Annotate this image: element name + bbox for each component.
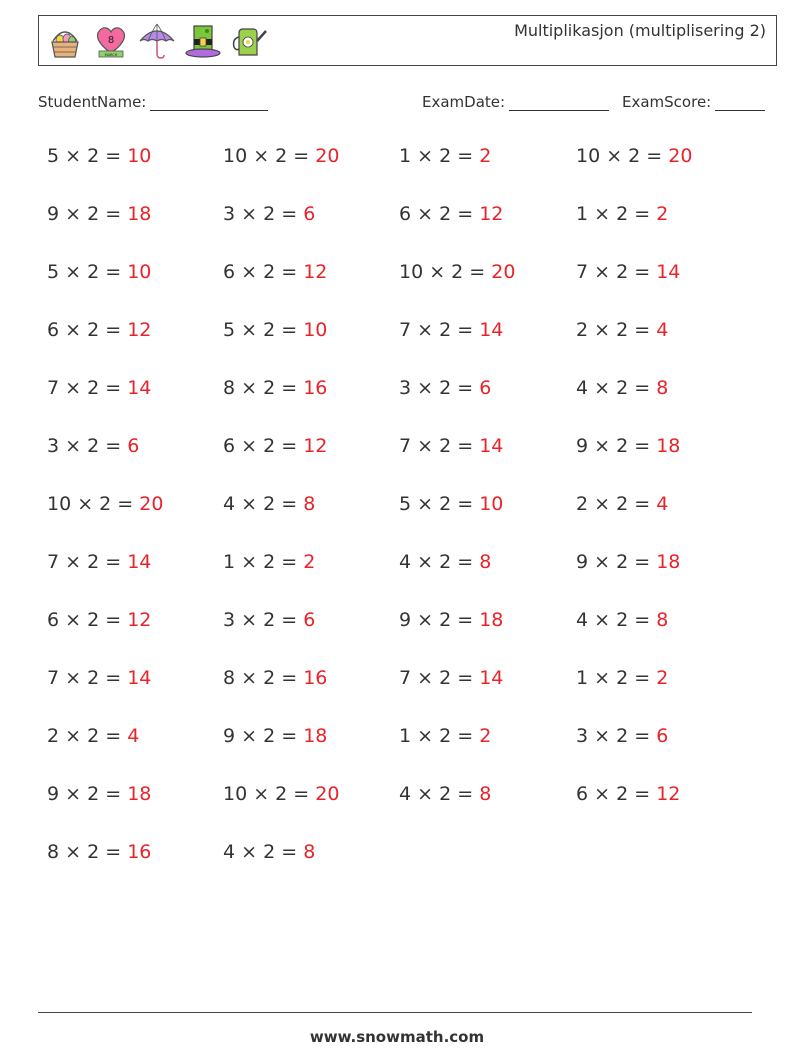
problem-answer: 10	[303, 319, 328, 341]
problem-item	[576, 725, 668, 747]
problem-item	[399, 783, 491, 805]
problem-item	[223, 203, 315, 225]
problem-question: 7 × 2 =	[576, 261, 657, 283]
problem-question: 7 × 2 =	[47, 667, 128, 689]
problem-answer: 2	[479, 145, 492, 167]
problem-answer: 8	[479, 783, 492, 805]
problem-item	[576, 435, 680, 457]
worksheet-title: Multiplikasjon (multiplisering 2)	[514, 21, 766, 40]
problem-question: 9 × 2 =	[47, 783, 128, 805]
problem-item	[223, 725, 327, 747]
umbrella-icon	[137, 21, 177, 61]
problem-answer: 16	[303, 377, 328, 399]
problem-item	[576, 609, 668, 631]
problem-answer: 6	[127, 435, 140, 457]
problem-answer: 12	[127, 319, 152, 341]
problem-question: 5 × 2 =	[47, 145, 128, 167]
problem-question: 4 × 2 =	[223, 493, 304, 515]
problem-question: 7 × 2 =	[399, 435, 480, 457]
footer-website[interactable]: www.snowmath.com	[309, 1028, 485, 1046]
problem-question: 8 × 2 =	[223, 377, 304, 399]
problem-question: 6 × 2 =	[223, 261, 304, 283]
problem-answer: 12	[127, 609, 152, 631]
problem-answer: 18	[127, 783, 152, 805]
problem-item	[47, 725, 139, 747]
problem-question: 3 × 2 =	[576, 725, 657, 747]
exam-score-blank[interactable]	[715, 95, 765, 111]
problem-answer: 6	[303, 203, 316, 225]
problem-answer: 8	[656, 609, 669, 631]
exam-score-label: ExamScore:	[622, 93, 712, 111]
heart-banner-text: MARCH	[104, 53, 118, 57]
problem-item	[223, 609, 315, 631]
problem-item	[223, 783, 339, 805]
problem-question: 3 × 2 =	[47, 435, 128, 457]
problem-answer: 6	[303, 609, 316, 631]
problem-question: 1 × 2 =	[576, 667, 657, 689]
problem-question: 9 × 2 =	[223, 725, 304, 747]
problem-item	[47, 493, 163, 515]
problem-answer: 10	[479, 493, 504, 515]
problem-item	[576, 377, 668, 399]
problem-question: 1 × 2 =	[576, 203, 657, 225]
problem-question: 3 × 2 =	[223, 203, 304, 225]
problem-answer: 20	[315, 145, 340, 167]
problem-item	[576, 551, 680, 573]
problem-item	[399, 667, 503, 689]
problem-question: 7 × 2 =	[399, 319, 480, 341]
heart-number: 8	[107, 35, 115, 46]
watering-can-icon	[229, 21, 269, 61]
problem-question: 8 × 2 =	[47, 841, 128, 863]
info-row	[38, 93, 770, 115]
problem-answer: 18	[127, 203, 152, 225]
problem-question: 5 × 2 =	[399, 493, 480, 515]
problem-answer: 6	[479, 377, 492, 399]
problem-item	[399, 493, 503, 515]
problem-item	[399, 435, 503, 457]
problem-answer: 12	[303, 435, 328, 457]
problem-item	[47, 145, 151, 167]
problem-answer: 12	[479, 203, 504, 225]
problem-answer: 14	[127, 667, 152, 689]
problem-item	[47, 783, 151, 805]
heart-calendar-icon	[91, 21, 131, 61]
problem-question: 3 × 2 =	[223, 609, 304, 631]
problem-item	[47, 609, 151, 631]
leprechaun-hat-icon	[183, 21, 223, 61]
problem-question: 9 × 2 =	[576, 551, 657, 573]
problem-answer: 16	[127, 841, 152, 863]
problem-answer: 20	[491, 261, 516, 283]
problem-question: 7 × 2 =	[399, 667, 480, 689]
problem-question: 5 × 2 =	[47, 261, 128, 283]
problem-question: 6 × 2 =	[223, 435, 304, 457]
problem-question: 2 × 2 =	[47, 725, 128, 747]
problem-question: 10 × 2 =	[47, 493, 140, 515]
problem-answer: 2	[303, 551, 316, 573]
exam-date-blank[interactable]	[509, 95, 609, 111]
problem-item	[576, 145, 692, 167]
problem-item	[47, 551, 151, 573]
problem-item	[47, 435, 139, 457]
problem-question: 10 × 2 =	[399, 261, 492, 283]
problem-item	[399, 609, 503, 631]
problem-answer: 18	[656, 435, 681, 457]
problem-item	[399, 377, 491, 399]
problem-item	[399, 551, 491, 573]
problem-item	[399, 319, 503, 341]
problem-item	[576, 203, 668, 225]
problem-answer: 14	[479, 319, 504, 341]
problem-item	[576, 261, 680, 283]
problem-question: 4 × 2 =	[399, 551, 480, 573]
problem-item	[47, 203, 151, 225]
problem-question: 1 × 2 =	[399, 145, 480, 167]
problem-question: 6 × 2 =	[47, 609, 128, 631]
problem-answer: 2	[479, 725, 492, 747]
problem-question: 1 × 2 =	[223, 551, 304, 573]
problem-item	[399, 203, 503, 225]
problem-answer: 18	[303, 725, 328, 747]
problem-question: 4 × 2 =	[223, 841, 304, 863]
problem-question: 4 × 2 =	[576, 609, 657, 631]
problem-item	[223, 377, 327, 399]
problem-item	[47, 667, 151, 689]
problem-answer: 18	[656, 551, 681, 573]
problem-item	[47, 841, 151, 863]
exam-date-label: ExamDate:	[422, 93, 506, 111]
problem-question: 9 × 2 =	[576, 435, 657, 457]
problem-answer: 14	[127, 551, 152, 573]
problem-item	[576, 493, 668, 515]
problem-item	[399, 261, 515, 283]
problem-answer: 14	[656, 261, 681, 283]
problem-question: 8 × 2 =	[223, 667, 304, 689]
problem-item	[223, 261, 327, 283]
problem-question: 4 × 2 =	[576, 377, 657, 399]
problem-item	[223, 667, 327, 689]
problem-answer: 2	[656, 667, 669, 689]
problem-question: 3 × 2 =	[399, 377, 480, 399]
problem-question: 10 × 2 =	[223, 783, 316, 805]
exam-date-field[interactable]	[422, 93, 609, 111]
problem-answer: 8	[303, 841, 316, 863]
exam-score-field[interactable]	[622, 93, 765, 111]
problem-answer: 18	[479, 609, 504, 631]
header-box	[38, 15, 777, 66]
problem-item	[576, 783, 680, 805]
problem-item	[576, 667, 668, 689]
problem-answer: 12	[303, 261, 328, 283]
problem-answer: 4	[127, 725, 140, 747]
problem-item	[47, 261, 151, 283]
problem-answer: 8	[656, 377, 669, 399]
problem-question: 10 × 2 =	[576, 145, 669, 167]
problem-answer: 4	[656, 319, 669, 341]
problem-question: 9 × 2 =	[47, 203, 128, 225]
problem-item	[223, 145, 339, 167]
problem-answer: 20	[315, 783, 340, 805]
problem-answer: 6	[656, 725, 669, 747]
problem-question: 7 × 2 =	[47, 377, 128, 399]
problem-item	[47, 377, 151, 399]
problem-item	[399, 145, 491, 167]
problem-answer: 20	[139, 493, 164, 515]
problem-answer: 4	[656, 493, 669, 515]
problem-item	[223, 841, 315, 863]
problem-question: 4 × 2 =	[399, 783, 480, 805]
easter-basket-icon	[45, 21, 85, 61]
student-name-blank[interactable]	[150, 95, 268, 111]
problem-question: 5 × 2 =	[223, 319, 304, 341]
problem-answer: 14	[127, 377, 152, 399]
problem-answer: 10	[127, 261, 152, 283]
problem-question: 6 × 2 =	[399, 203, 480, 225]
problem-item	[223, 551, 315, 573]
problem-question: 7 × 2 =	[47, 551, 128, 573]
problem-answer: 14	[479, 667, 504, 689]
problem-question: 6 × 2 =	[576, 783, 657, 805]
problem-item	[223, 319, 327, 341]
problem-question: 1 × 2 =	[399, 725, 480, 747]
problem-answer: 20	[668, 145, 693, 167]
problem-answer: 8	[303, 493, 316, 515]
problem-answer: 10	[127, 145, 152, 167]
icon-strip	[45, 21, 269, 61]
problem-question: 6 × 2 =	[47, 319, 128, 341]
problem-item	[47, 319, 151, 341]
problem-answer: 8	[479, 551, 492, 573]
problem-question: 2 × 2 =	[576, 493, 657, 515]
problem-answer: 14	[479, 435, 504, 457]
problem-question: 10 × 2 =	[223, 145, 316, 167]
student-name-label: StudentName:	[38, 93, 147, 111]
student-name-field[interactable]	[38, 93, 268, 111]
problem-question: 2 × 2 =	[576, 319, 657, 341]
problem-answer: 2	[656, 203, 669, 225]
problem-question: 9 × 2 =	[399, 609, 480, 631]
footer-divider	[38, 1012, 752, 1013]
problem-answer: 12	[656, 783, 681, 805]
problem-item	[223, 493, 315, 515]
problem-item	[576, 319, 668, 341]
problem-item	[399, 725, 491, 747]
problem-item	[223, 435, 327, 457]
problem-answer: 16	[303, 667, 328, 689]
